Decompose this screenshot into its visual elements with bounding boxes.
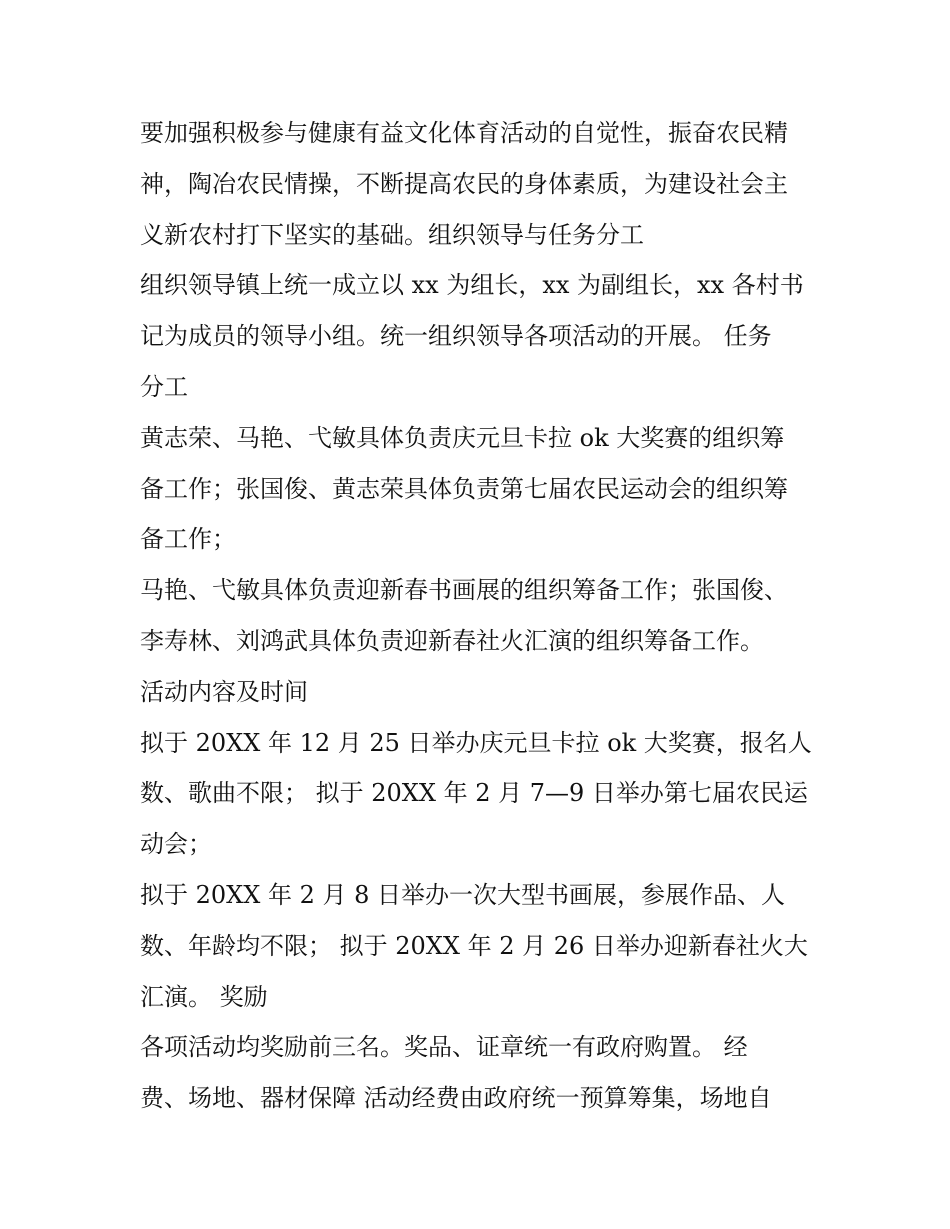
text-line: 拟于 20XX 年 12 月 25 日举办庆元旦卡拉 ok 大奖赛，报名人 bbox=[140, 728, 812, 757]
text-line: 组织领导镇上统一成立以 xx 为组长，xx 为副组长，xx 各村书 bbox=[140, 271, 804, 300]
text-line: 数、歌曲不限； 拟于 20XX 年 2 月 7—9 日举办第七届农民运 bbox=[140, 779, 808, 808]
text-line: 义新农村打下坚实的基础。组织领导与任务分工 bbox=[140, 220, 644, 249]
text-line: 李寿林、刘鸿武具体负责迎新春社火汇演的组织筹备工作。 bbox=[140, 626, 764, 655]
text-line: 活动内容及时间 bbox=[140, 677, 308, 706]
document-body bbox=[140, 108, 830, 1124]
text-line: 备工作； bbox=[140, 525, 236, 554]
text-line: 汇演。 奖励 bbox=[140, 982, 268, 1011]
text-line: 要加强积极参与健康有益文化体育活动的自觉性，振奋农民精 bbox=[140, 119, 788, 147]
text-line: 数、年龄均不限； 拟于 20XX 年 2 月 26 日举办迎新春社火大 bbox=[140, 931, 808, 960]
text-line: 神，陶冶农民情操，不断提高农民的身体素质，为建设社会主 bbox=[140, 169, 788, 198]
text-line: 动会； bbox=[140, 830, 212, 859]
text-line: 分工 bbox=[140, 372, 188, 401]
text-line: 费、场地、器材保障 活动经费由政府统一预算筹集，场地自 bbox=[140, 1084, 772, 1113]
text-line: 马艳、弋敏具体负责迎新春书画展的组织筹备工作；张国俊、 bbox=[140, 576, 788, 605]
text-line: 备工作；张国俊、黄志荣具体负责第七届农民运动会的组织筹 bbox=[140, 474, 788, 503]
text-line: 各项活动均奖励前三名。奖品、证章统一有政府购置。 经 bbox=[140, 1033, 748, 1062]
text-line: 记为成员的领导小组。统一组织领导各项活动的开展。 任务 bbox=[140, 322, 772, 351]
text-line: 黄志荣、马艳、弋敏具体负责庆元旦卡拉 ok 大奖赛的组织筹 bbox=[140, 423, 785, 452]
text-line: 拟于 20XX 年 2 月 8 日举办一次大型书画展，参展作品、人 bbox=[140, 880, 786, 909]
